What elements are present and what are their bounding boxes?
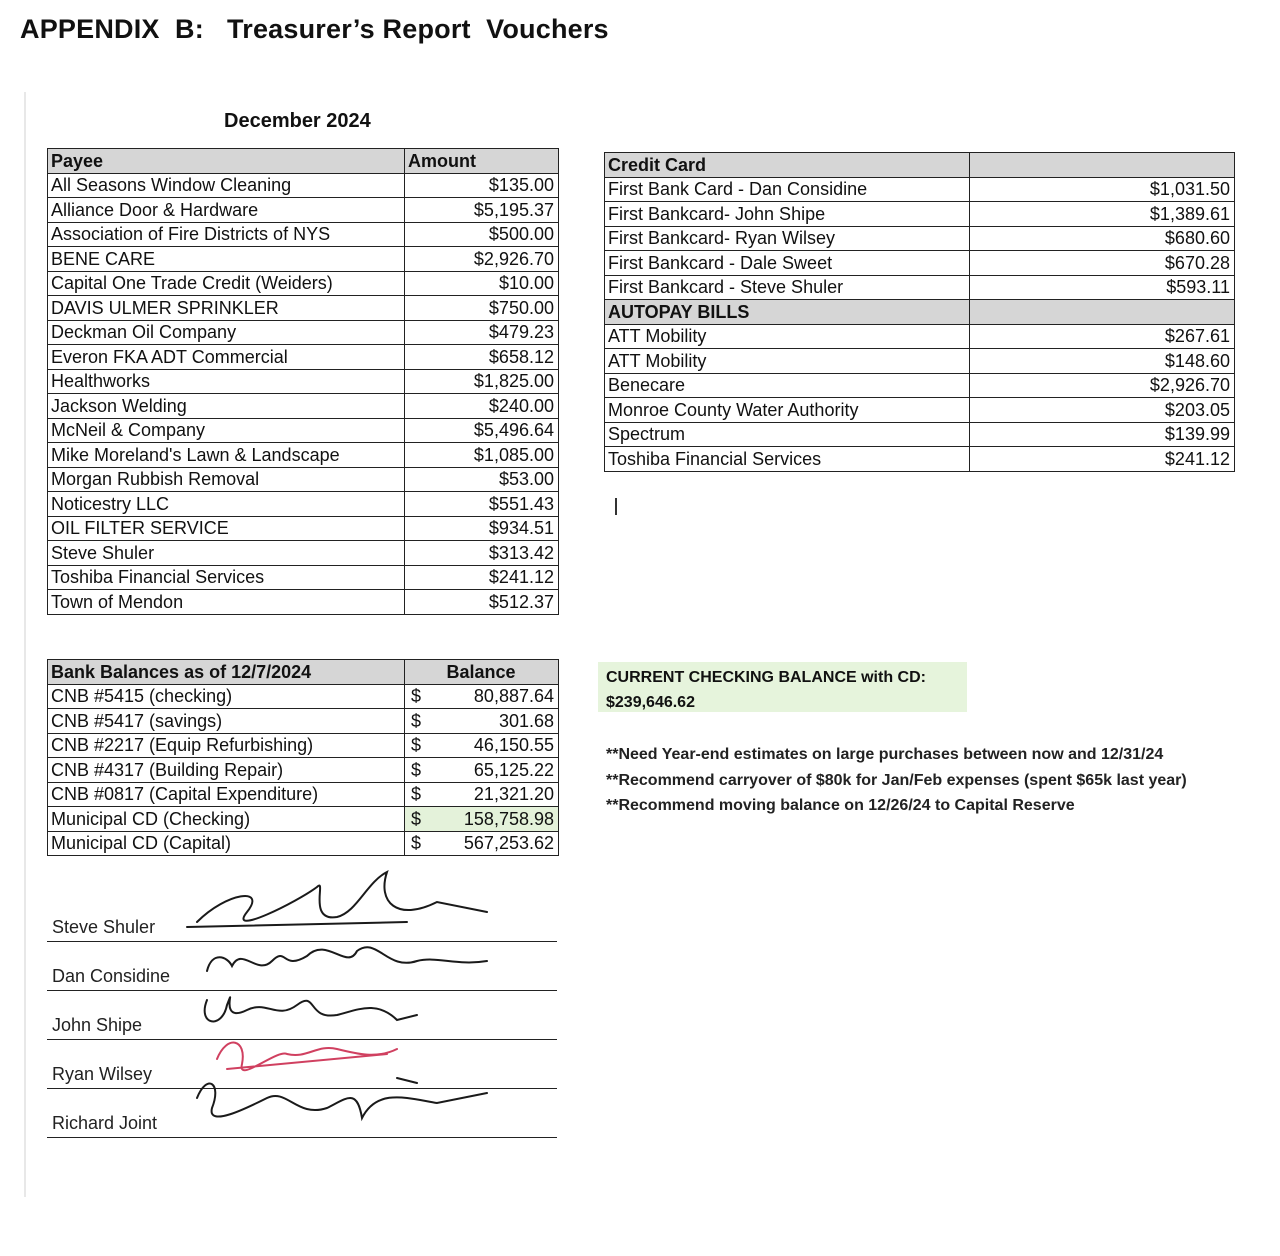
signature-line xyxy=(47,1088,557,1138)
payee-row xyxy=(48,320,559,345)
payee-name: Morgan Rubbish Removal xyxy=(48,467,405,492)
payee-name: BENE CARE xyxy=(48,247,405,272)
payee-name: Town of Mendon xyxy=(48,590,405,615)
payee-name: Deckman Oil Company xyxy=(48,320,405,345)
payee-name: Capital One Trade Credit (Weiders) xyxy=(48,271,405,296)
report-month: December 2024 xyxy=(224,110,371,132)
note-line: **Recommend carryover of $80k for Jan/Feb expenses (spent $65k last year) xyxy=(606,771,1187,789)
bank-account-name: CNB #5417 (savings) xyxy=(48,709,405,734)
current-balance-value: $239,646.62 xyxy=(606,694,695,711)
payee-amount: $2,926.70 xyxy=(405,247,559,272)
bank-balance-cell xyxy=(405,684,559,709)
signer-name: Steve Shuler xyxy=(52,917,156,937)
autopay-row xyxy=(605,447,1235,472)
payee-name: Alliance Door & Hardware xyxy=(48,198,405,223)
bank-balance-cell xyxy=(405,709,559,734)
current-checking-balance xyxy=(598,662,967,712)
payee-row xyxy=(48,222,559,247)
payee-row xyxy=(48,516,559,541)
currency-symbol: $ xyxy=(411,784,422,805)
credit-card-amount: $680.60 xyxy=(970,226,1235,251)
payee-amount: $658.12 xyxy=(405,345,559,370)
payee-row xyxy=(48,418,559,443)
credit-card-amount: $1,031.50 xyxy=(970,177,1235,202)
bank-balance: 158,758.98 xyxy=(463,808,554,829)
bank-account-name: CNB #0817 (Capital Expenditure) xyxy=(48,782,405,807)
autopay-row xyxy=(605,349,1235,374)
bank-account-name: CNB #5415 (checking) xyxy=(48,684,405,709)
notes xyxy=(606,742,1187,819)
credit-card-name: First Bankcard - Dale Sweet xyxy=(605,251,970,276)
bank-balance-cell xyxy=(405,782,559,807)
payee-amount: $479.23 xyxy=(405,320,559,345)
bank-balance-cell xyxy=(405,831,559,856)
autopay-row xyxy=(605,324,1235,349)
payee-header: Payee xyxy=(48,149,405,174)
bank-account-name: Municipal CD (Checking) xyxy=(48,807,405,832)
autopay-amount: $2,926.70 xyxy=(970,373,1235,398)
amount-header: Amount xyxy=(405,149,559,174)
bank-balance: 80,887.64 xyxy=(473,686,554,707)
bank-row xyxy=(48,684,559,709)
bank-balance-cell xyxy=(405,733,559,758)
payee-amount: $1,825.00 xyxy=(405,369,559,394)
payee-amount: $5,195.37 xyxy=(405,198,559,223)
credit-card-header-blank xyxy=(970,153,1235,178)
credit-card-row xyxy=(605,251,1235,276)
autopay-row xyxy=(605,422,1235,447)
payee-row xyxy=(48,492,559,517)
payee-amount: $240.00 xyxy=(405,394,559,419)
payee-amount: $750.00 xyxy=(405,296,559,321)
payee-amount: $1,085.00 xyxy=(405,443,559,468)
credit-card-row xyxy=(605,202,1235,227)
payee-row xyxy=(48,296,559,321)
payee-name: Association of Fire Districts of NYS xyxy=(48,222,405,247)
payee-row xyxy=(48,369,559,394)
payee-row xyxy=(48,565,559,590)
autopay-amount: $203.05 xyxy=(970,398,1235,423)
credit-card-row xyxy=(605,226,1235,251)
currency-symbol: $ xyxy=(411,735,422,756)
payee-amount: $313.42 xyxy=(405,541,559,566)
payee-name: Noticestry LLC xyxy=(48,492,405,517)
payee-row xyxy=(48,467,559,492)
payee-name: Steve Shuler xyxy=(48,541,405,566)
credit-card-name: First Bankcard - Steve Shuler xyxy=(605,275,970,300)
bank-row xyxy=(48,831,559,856)
bank-row xyxy=(48,709,559,734)
payee-name: DAVIS ULMER SPRINKLER xyxy=(48,296,405,321)
autopay-amount: $241.12 xyxy=(970,447,1235,472)
payee-name: OIL FILTER SERVICE xyxy=(48,516,405,541)
payee-name: Jackson Welding xyxy=(48,394,405,419)
bank-balance-cell xyxy=(405,807,559,832)
signer-name: Ryan Wilsey xyxy=(52,1064,153,1084)
note-line: **Need Year-end estimates on large purchases between now and 12/31/24 xyxy=(606,746,1164,763)
credit-card-name: First Bank Card - Dan Considine xyxy=(605,177,970,202)
bank-account-name: CNB #4317 (Building Repair) xyxy=(48,758,405,783)
payee-row xyxy=(48,173,559,198)
autopay-row xyxy=(605,373,1235,398)
autopay-row xyxy=(605,398,1235,423)
payee-amount: $5,496.64 xyxy=(405,418,559,443)
currency-symbol: $ xyxy=(411,710,422,731)
bank-balance: 46,150.55 xyxy=(473,735,554,756)
autopay-header: AUTOPAY BILLS xyxy=(605,300,970,325)
bank-account-name: CNB #2217 (Equip Refurbishing) xyxy=(48,733,405,758)
bank-balance: 567,253.62 xyxy=(463,833,554,854)
bank-balance: 65,125.22 xyxy=(473,759,554,780)
autopay-header-blank xyxy=(970,300,1235,325)
payee-name: Mike Moreland's Lawn & Landscape xyxy=(48,443,405,468)
bank-row xyxy=(48,807,559,832)
payee-row xyxy=(48,443,559,468)
payee-amount: $135.00 xyxy=(405,173,559,198)
balance-header: Balance xyxy=(405,660,559,685)
signer-name: Dan Considine xyxy=(52,966,171,986)
payee-amount: $241.12 xyxy=(405,565,559,590)
credit-card-table xyxy=(604,152,1235,472)
payee-name: Healthworks xyxy=(48,369,405,394)
credit-card-row xyxy=(605,275,1235,300)
payee-name: All Seasons Window Cleaning xyxy=(48,173,405,198)
credit-card-row xyxy=(605,177,1235,202)
autopay-amount: $139.99 xyxy=(970,422,1235,447)
payee-name: Everon FKA ADT Commercial xyxy=(48,345,405,370)
payee-row xyxy=(48,247,559,272)
autopay-name: Monroe County Water Authority xyxy=(605,398,970,423)
payee-name: McNeil & Company xyxy=(48,418,405,443)
autopay-name: Benecare xyxy=(605,373,970,398)
payee-amount: $934.51 xyxy=(405,516,559,541)
credit-card-header: Credit Card xyxy=(605,153,970,178)
payee-table xyxy=(47,148,559,615)
autopay-name: ATT Mobility xyxy=(605,349,970,374)
payee-row xyxy=(48,541,559,566)
autopay-amount: $148.60 xyxy=(970,349,1235,374)
payee-amount: $10.00 xyxy=(405,271,559,296)
stray-pen-mark xyxy=(615,498,617,515)
bank-balances-table xyxy=(47,659,559,856)
payee-amount: $512.37 xyxy=(405,590,559,615)
bank-row xyxy=(48,733,559,758)
payee-row xyxy=(48,394,559,419)
payee-amount: $53.00 xyxy=(405,467,559,492)
payee-row xyxy=(48,271,559,296)
payee-row xyxy=(48,198,559,223)
credit-card-amount: $593.11 xyxy=(970,275,1235,300)
currency-symbol: $ xyxy=(411,833,422,854)
autopay-name: Toshiba Financial Services xyxy=(605,447,970,472)
handwritten-signature xyxy=(187,1068,507,1138)
credit-card-name: First Bankcard- Ryan Wilsey xyxy=(605,226,970,251)
autopay-header-row xyxy=(605,300,1235,325)
bank-balance: 301.68 xyxy=(498,710,554,731)
autopay-amount: $267.61 xyxy=(970,324,1235,349)
current-balance-label: CURRENT CHECKING BALANCE with CD: xyxy=(606,669,926,686)
payee-row xyxy=(48,590,559,615)
page-heading: APPENDIX B: Treasurer’s Report Vouchers xyxy=(20,14,609,44)
bank-row xyxy=(48,758,559,783)
currency-symbol: $ xyxy=(411,808,422,829)
bank-balance: 21,321.20 xyxy=(473,784,554,805)
autopay-name: ATT Mobility xyxy=(605,324,970,349)
note-line: **Recommend moving balance on 12/26/24 to Capital Reserve xyxy=(606,797,1075,814)
payee-amount: $500.00 xyxy=(405,222,559,247)
bank-account-name: Municipal CD (Capital) xyxy=(48,831,405,856)
payee-name: Toshiba Financial Services xyxy=(48,565,405,590)
currency-symbol: $ xyxy=(411,686,422,707)
bank-row xyxy=(48,782,559,807)
bank-balance-cell xyxy=(405,758,559,783)
signer-name: John Shipe xyxy=(52,1015,143,1035)
currency-symbol: $ xyxy=(411,759,422,780)
credit-card-name: First Bankcard- John Shipe xyxy=(605,202,970,227)
autopay-name: Spectrum xyxy=(605,422,970,447)
signer-name: Richard Joint xyxy=(52,1113,158,1133)
payee-amount: $551.43 xyxy=(405,492,559,517)
credit-card-amount: $1,389.61 xyxy=(970,202,1235,227)
credit-card-amount: $670.28 xyxy=(970,251,1235,276)
bank-header: Bank Balances as of 12/7/2024 xyxy=(48,660,405,685)
payee-row xyxy=(48,345,559,370)
